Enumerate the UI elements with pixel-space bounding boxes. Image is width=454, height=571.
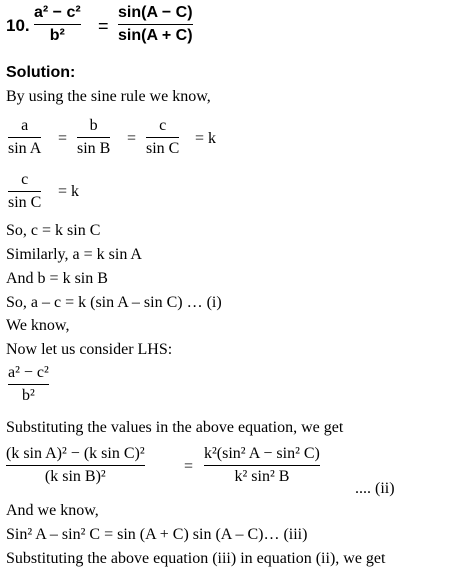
line-similarly-a: Similarly, a = k sin A	[6, 246, 142, 263]
c-numerator: c	[21, 171, 29, 188]
big-right-denominator: k² sin² B	[234, 468, 290, 485]
ratio-a-denominator: sin A	[8, 140, 42, 157]
c-denominator: sin C	[8, 194, 42, 211]
ratio-c-numerator: c	[159, 117, 167, 134]
fraction-bar	[8, 384, 49, 385]
big-right-fraction	[204, 445, 320, 486]
big-left-denominator: (k sin B)²	[44, 468, 106, 485]
equals-sign: =	[58, 130, 68, 147]
line-now-lhs: Now let us consider LHS:	[6, 341, 173, 358]
lhs-numerator: a² − c²	[8, 364, 49, 381]
fraction-bar	[77, 137, 110, 138]
line-and-b: And b = k sin B	[6, 270, 108, 287]
problem-equals-sign: =	[98, 16, 109, 36]
equals-sign: =	[184, 458, 194, 475]
ratio-b-fraction	[77, 117, 110, 158]
c-fraction	[8, 171, 41, 212]
problem-lhs-numerator: a² − c²	[34, 4, 81, 21]
line-so-a-minus-c: So, a – c = k (sin A – sin C) … (i)	[6, 294, 222, 311]
ratio-b-denominator: sin B	[77, 140, 111, 157]
fraction-bar	[8, 137, 41, 138]
big-left-fraction	[6, 445, 145, 486]
equation-ii-label: .... (ii)	[355, 480, 395, 497]
line-we-know: We know,	[6, 317, 70, 334]
big-left-numerator: (k sin A)² − (k sin C)²	[6, 445, 145, 462]
fraction-bar	[118, 24, 193, 25]
problem-number: 10.	[6, 16, 30, 35]
solution-heading: Solution:	[6, 64, 76, 81]
fraction-bar	[146, 137, 179, 138]
problem-lhs-denominator: b²	[49, 27, 65, 44]
line-substituting-iii: Substituting the above equation (iii) in equation (ii), we get	[6, 550, 386, 567]
ratio-b-numerator: b	[89, 117, 98, 134]
problem-rhs-numerator: sin(A − C)	[118, 4, 193, 21]
line-identity-iii: Sin² A – sin² C = sin (A + C) sin (A – C)… (iii)	[6, 526, 308, 543]
problem-rhs-fraction	[118, 4, 193, 45]
line-and-we-know: And we know,	[6, 502, 99, 519]
fraction-bar	[8, 191, 41, 192]
equals-k: = k	[195, 130, 217, 147]
ratio-c-fraction	[146, 117, 179, 158]
lhs-denominator: b²	[22, 387, 35, 404]
lhs-fraction	[8, 364, 49, 405]
ratio-a-numerator: a	[21, 117, 29, 134]
ratio-c-denominator: sin C	[146, 140, 180, 157]
line-so-c: So, c = k sin C	[6, 222, 101, 239]
ratio-a-fraction	[8, 117, 41, 158]
fraction-bar	[34, 24, 81, 25]
line-substituting: Substituting the values in the above equation, we get	[6, 419, 344, 436]
fraction-bar	[6, 465, 145, 466]
equals-k: = k	[58, 183, 80, 200]
sine-rule-intro: By using the sine rule we know,	[6, 88, 211, 105]
problem-lhs-fraction	[34, 4, 81, 45]
fraction-bar	[204, 465, 320, 466]
big-right-numerator: k²(sin² A − sin² C)	[204, 445, 320, 462]
problem-rhs-denominator: sin(A + C)	[118, 27, 193, 44]
equals-sign: =	[127, 130, 137, 147]
